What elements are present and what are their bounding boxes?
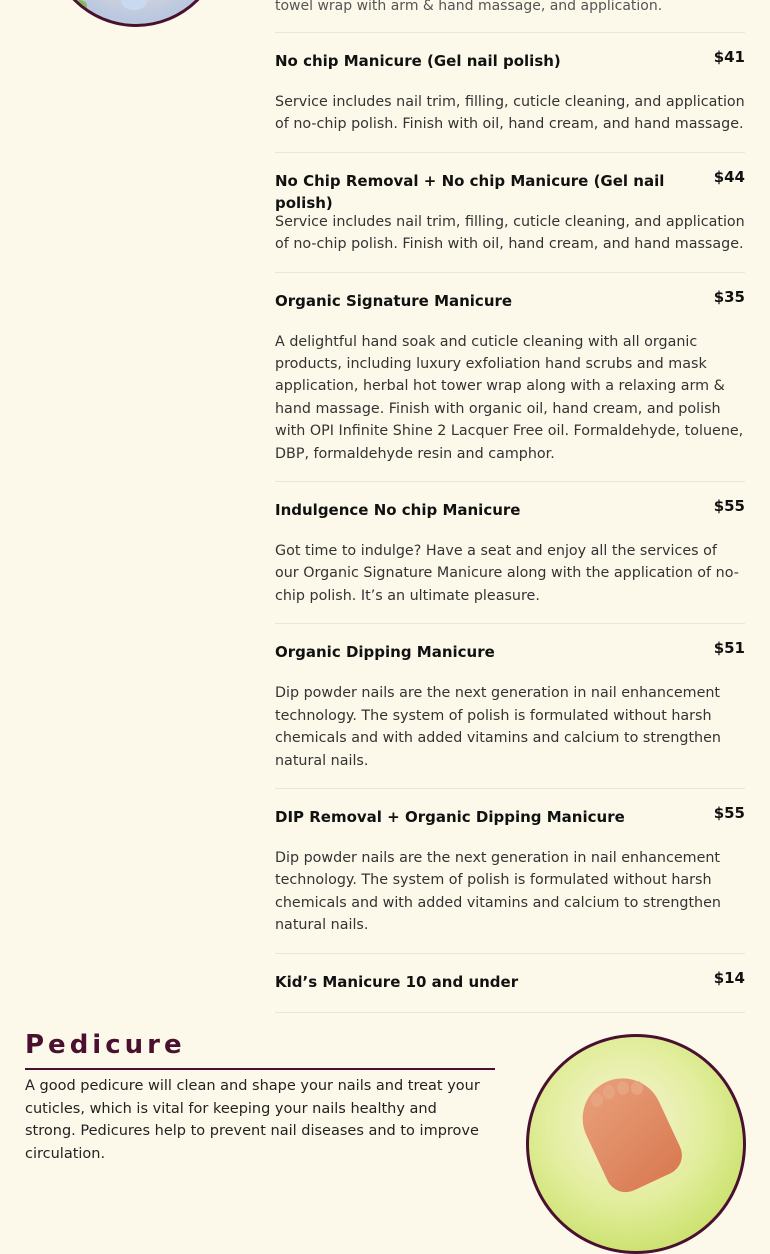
service-name: Indulgence No chip Manicure (275, 501, 521, 520)
section-title-pedicure: Pedicure (25, 1030, 186, 1060)
service-item (275, 788, 745, 953)
service-item (275, 623, 745, 788)
service-price: $41 (713, 48, 745, 66)
list-divider (275, 1012, 745, 1013)
service-item (275, 32, 745, 152)
manicure-photo (48, 0, 224, 27)
service-price: $14 (713, 968, 745, 987)
previous-service-description-tail: towel wrap with arm & hand massage, and application. (275, 0, 663, 14)
foot-image (570, 1065, 689, 1199)
service-description: Got time to indulge? Have a seat and enjoy all the services of our Organic Signature Manicure along with the application of no-chip polish. It’s an ultimate pleasure. (275, 543, 739, 604)
service-item (275, 953, 745, 1012)
service-price: $51 (713, 639, 745, 658)
service-name: DIP Removal + Organic Dipping Manicure (275, 807, 625, 826)
service-name: Organic Signature Manicure (275, 291, 513, 310)
pedicure-intro-text: A good pedicure will clean and shape your nails and treat your cuticles, which is vital for keeping your nails healthy and strong. Pedicures help to prevent nail diseases and to improve circulation. (25, 1078, 480, 1162)
service-price: $55 (713, 803, 745, 822)
service-price: $44 (713, 167, 745, 186)
service-description: Service includes nail trim, filling, cuticle cleaning, and application of no-chip polish. Finish with oil, hand cream, and hand massage. (275, 213, 745, 253)
service-name: No Chip Removal + No chip Manicure (Gel nail polish) (275, 171, 665, 212)
service-name: Kid’s Manicure 10 and under (275, 972, 519, 991)
manicure-service-list (275, 32, 745, 1013)
service-description: Service includes nail trim, filling, cuticle cleaning, and application of no-chip polish. Finish with oil, hand cream, and hand massage. (275, 94, 745, 133)
service-item (275, 152, 745, 272)
service-description: A delightful hand soak and cuticle cleaning with all organic products, including luxury exfoliation hand scrubs and mask application, herbal hot tower wrap along with a relaxing arm & hand massage. Finish with organic oil, hand cream, and polish with OPI Infinite Shine 2 Lacquer Free oil. Formaldehyde, toluene, DBP, formaldehyde resin and camphor. (275, 333, 744, 462)
service-item (275, 481, 745, 623)
service-name: No chip Manicure (Gel nail polish) (275, 52, 561, 70)
service-price: $35 (713, 287, 745, 306)
service-item (275, 272, 745, 481)
section-divider (25, 1068, 495, 1070)
service-description: Dip powder nails are the next generation in nail enhancement technology. The system of polish is formulated without harsh chemicals and with added vitamins and calcium to strengthen natural nails. (275, 849, 721, 934)
service-price: $55 (713, 497, 745, 516)
pedicure-photo (526, 1034, 746, 1254)
service-name: Organic Dipping Manicure (275, 643, 495, 662)
service-description: Dip powder nails are the next generation in nail enhancement technology. The system of polish is formulated without harsh chemicals and with added vitamins and calcium to strengthen natural nails. (275, 685, 721, 769)
